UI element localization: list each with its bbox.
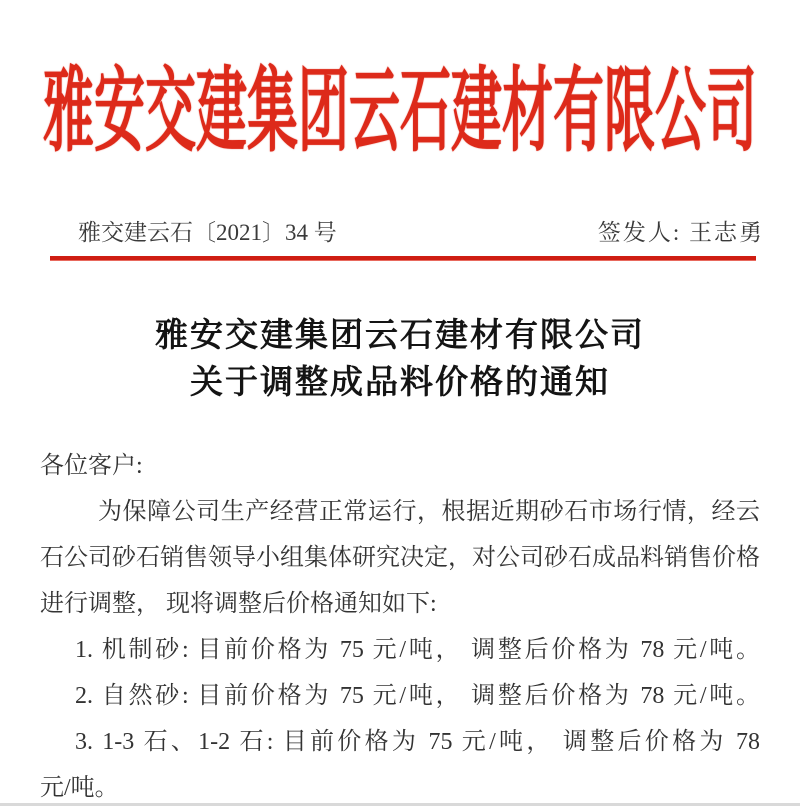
doc-number: 雅交建云石〔2021〕34 号 [78, 220, 337, 245]
paragraph-line-3: 进行调整， 现将调整后价格通知如下: [40, 591, 437, 617]
red-rule-divider [50, 256, 756, 261]
company-name-letterhead: 雅安交建集团云石建材有限公司 [42, 62, 757, 164]
price-item-3-wrap: 元/吨。 [40, 775, 119, 801]
salutation: 各位客户: [40, 453, 143, 479]
notice-body [40, 443, 760, 811]
doc-meta-row [78, 218, 764, 248]
paragraph-line-2: 石公司砂石销售领导小组集体研究决定，对公司砂石成品料销售价格 [40, 545, 760, 571]
letterhead [0, 0, 800, 205]
paragraph-line-1: 为保障公司生产经营正常运行，根据近期砂石市场行情，经云 [98, 499, 760, 525]
notice-title-line-2: 关于调整成品料价格的通知 [190, 365, 610, 401]
issuer: 签发人: 王志勇 [597, 220, 764, 245]
photo-edge-line [0, 803, 800, 806]
price-item-3: 3. 1-3 石、1-2 石: 目前价格为 75 元/吨， 调整后价格为 78 [75, 729, 760, 755]
price-item-2: 2. 自然砂: 目前价格为 75 元/吨， 调整后价格为 78 元/吨。 [75, 683, 760, 709]
notice-title [0, 313, 800, 407]
price-item-1: 1. 机制砂: 目前价格为 75 元/吨， 调整后价格为 78 元/吨。 [75, 637, 760, 663]
notice-title-line-1: 雅安交建集团云石建材有限公司 [155, 318, 645, 354]
